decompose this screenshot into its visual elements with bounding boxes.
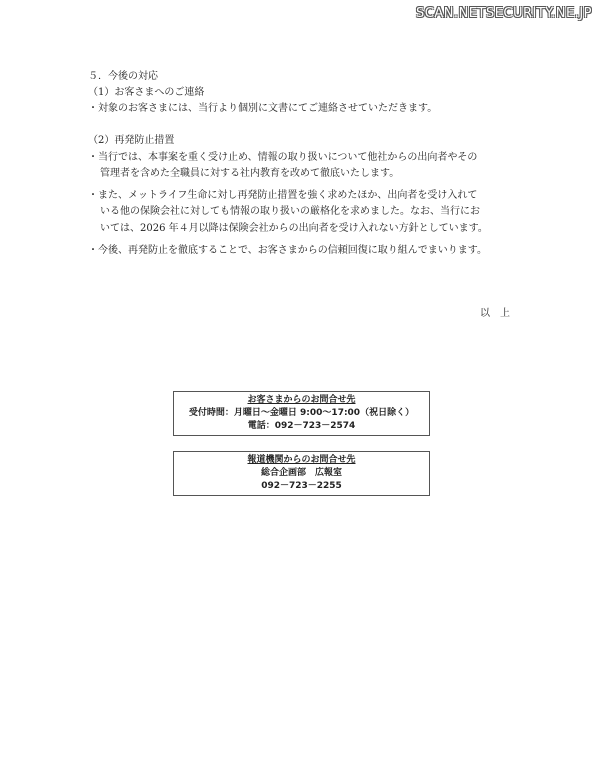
paragraph-line: ・今後、再発防止を徹底することで、お客さまからの信頼回復に取り組んでまいります。	[88, 245, 487, 256]
paragraph-line: いる他の保険会社に対しても情報の取り扱いの厳格化を求めました。なお、当行にお	[100, 206, 480, 217]
contact-title: 報道機関からのお問合せ先	[247, 455, 356, 465]
contact-phone: 電話：092－723－2574	[247, 421, 356, 431]
contact-title: お客さまからのお問合せ先	[247, 395, 356, 405]
contact-phone: 092－723－2255	[261, 481, 342, 491]
paragraph-line: ・当行では、本事案を重く受け止め、情報の取り扱いについて他社からの出向者やその	[88, 152, 478, 163]
subsection-title: （1）お客さまへのご連絡	[88, 87, 205, 98]
paragraph-line: ・また、メットライフ生命に対し再発防止措置を強く求めたほか、出向者を受け入れて	[88, 190, 478, 201]
paragraph-line: 管理者を含めた全職員に対する社内教育を改めて徹底いたします。	[100, 168, 400, 179]
contact-department: 総合企画部 広報室	[260, 468, 342, 478]
press-contact-box	[173, 451, 430, 496]
subsection-title: （2）再発防止措置	[88, 135, 175, 146]
paragraph-line: いては、2026 年４月以降は保険会社からの出向者を受け入れない方針としています。	[100, 223, 488, 234]
paragraph-line: ・対象のお客さまには、当行より個別に文書にてご連絡させていただきます。	[88, 103, 438, 114]
closing-text: 以 上	[480, 308, 510, 319]
section-title: ５．今後の対応	[88, 71, 158, 82]
contact-hours: 受付時間：月曜日～金曜日 9:00～17:00（祝日除く）	[188, 408, 415, 418]
customer-contact-box	[173, 391, 430, 436]
watermark: SCAN.NETSECURITY.NE.JP	[415, 6, 592, 21]
